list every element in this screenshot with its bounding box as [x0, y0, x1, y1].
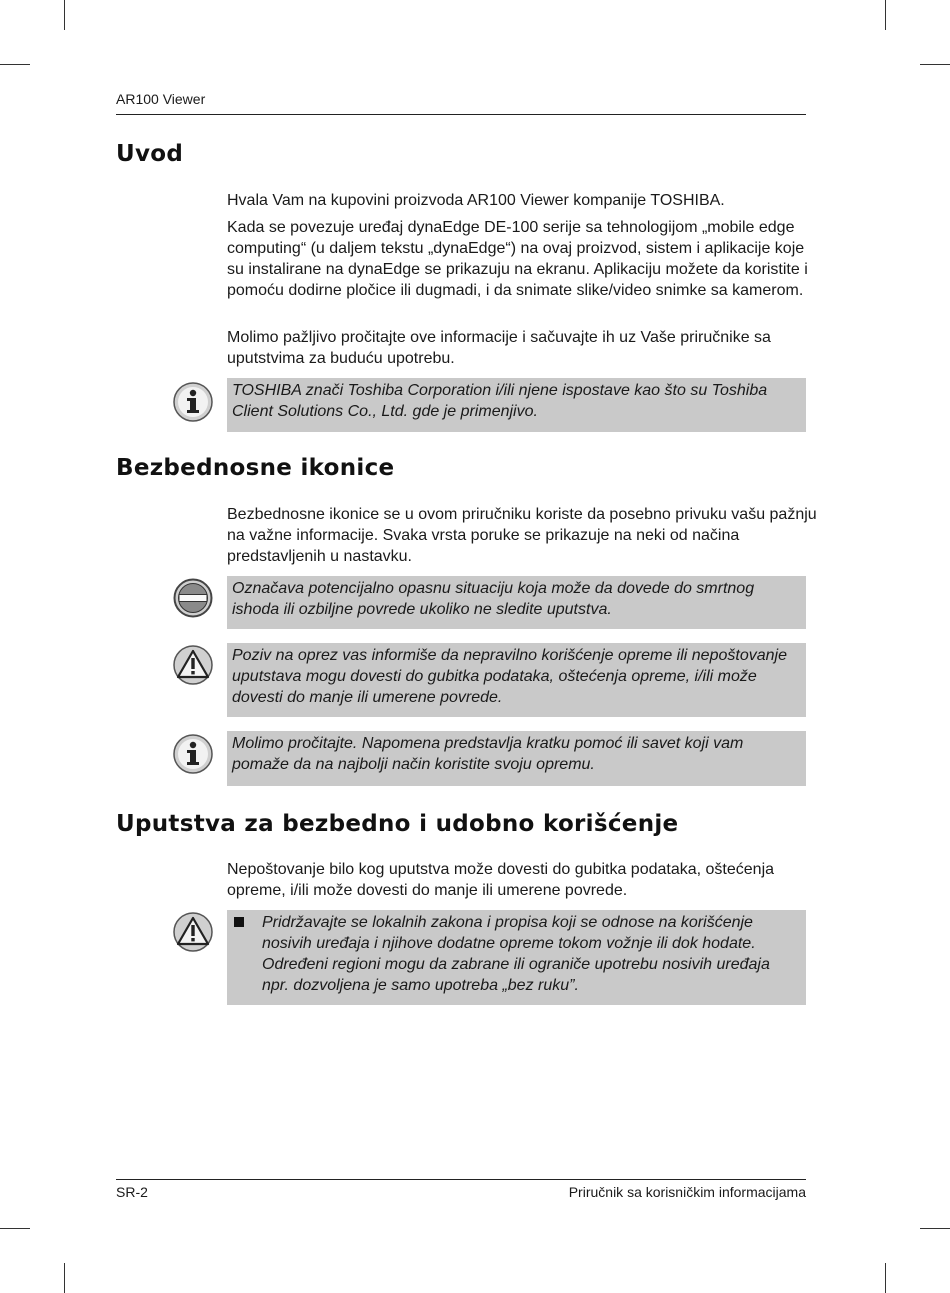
bullet-square-icon [234, 917, 244, 927]
crop-mark [64, 1263, 65, 1293]
danger-icon [173, 578, 213, 618]
crop-mark [885, 1263, 886, 1293]
page-number: SR-2 [116, 1184, 148, 1200]
running-header: AR100 Viewer [116, 91, 206, 107]
section-heading-uvod: Uvod [116, 141, 184, 167]
caution-note [227, 910, 806, 1005]
crop-mark [0, 64, 30, 65]
paragraph: Hvala Vam na kupovini proizvoda AR100 Viewer kompanije TOSHIBA. [227, 192, 725, 209]
warning-icon [173, 912, 213, 952]
paragraph: Nepoštovanje bilo kog uputstva može dovesti do gubitka podataka, oštećenja opreme, i/ili može dovesti do manje ili umerene povrede. [227, 861, 775, 899]
crop-mark [0, 1228, 30, 1229]
paragraph: Bezbednosne ikonice se u ovom priručniku koriste da posebno privuku vašu pažnju na važne informacije. Svaka vrsta poruke se prikazuje na neki od načina predstavljenih u nastavku. [227, 506, 817, 565]
paragraph: Kada se povezuje uređaj dynaEdge DE-100 serije sa tehnologijom „mobile edge computing“ (u daljem tekstu „dynaEdge“) na ovaj proizvod, sistem i aplikacije koje su instalirane na dynaEdge se prikazuju na ekranu. Aplikaciju možete da koristite i pomoću dodirne pločice ili dugmadi, i da snimate slike/video snimke sa kamerom. [227, 219, 808, 299]
caution-note: Poziv na oprez vas informiše da nepravilno korišćenje opreme ili nepoštovanje uputstava mogu dovesti do gubitka podataka, oštećenja opreme, i/ili može dovesti do manje ili umerene povrede. [227, 643, 806, 717]
info-note: Molimo pročitajte. Napomena predstavlja kratku pomoć ili savet koji vam pomaže da na najbolji način koristite svoju opremu. [227, 731, 806, 786]
crop-mark [64, 0, 65, 30]
info-icon [173, 382, 213, 422]
footer-title: Priručnik sa korisničkim informacijama [568, 1184, 806, 1200]
section-heading-bezbednosne-ikonice: Bezbednosne ikonice [116, 455, 395, 481]
info-icon [173, 734, 213, 774]
warning-icon [173, 645, 213, 685]
danger-note: Označava potencijalno opasnu situaciju koja može da dovede do smrtnog ishoda ili ozbiljne povrede ukoliko ne sledite uputstva. [227, 576, 806, 629]
crop-mark [920, 64, 950, 65]
footer-rule [116, 1179, 806, 1180]
section-heading-uputstva: Uputstva za bezbedno i udobno korišćenje [116, 811, 679, 837]
crop-mark [920, 1228, 950, 1229]
crop-mark [885, 0, 886, 30]
paragraph: Molimo pažljivo pročitajte ove informacije i sačuvajte ih uz Vaše priručnike sa uputstvima za buduću upotrebu. [227, 329, 771, 367]
bullet-text: Pridržavajte se lokalnih zakona i propisa koji se odnose na korišćenje nosivih uređaja i njihove dodatne opreme tokom vožnje ili dok hodate. Određeni regioni mogu da zabrane ili ograniče upotrebu nosivih uređaja npr. dozvoljena je samo upotreba „bez ruku”. [262, 914, 770, 994]
info-note: TOSHIBA znači Toshiba Corporation i/ili njene ispostave kao što su Toshiba Client Solutions Co., Ltd. gde je primenjivo. [227, 378, 806, 432]
header-rule [116, 114, 806, 115]
